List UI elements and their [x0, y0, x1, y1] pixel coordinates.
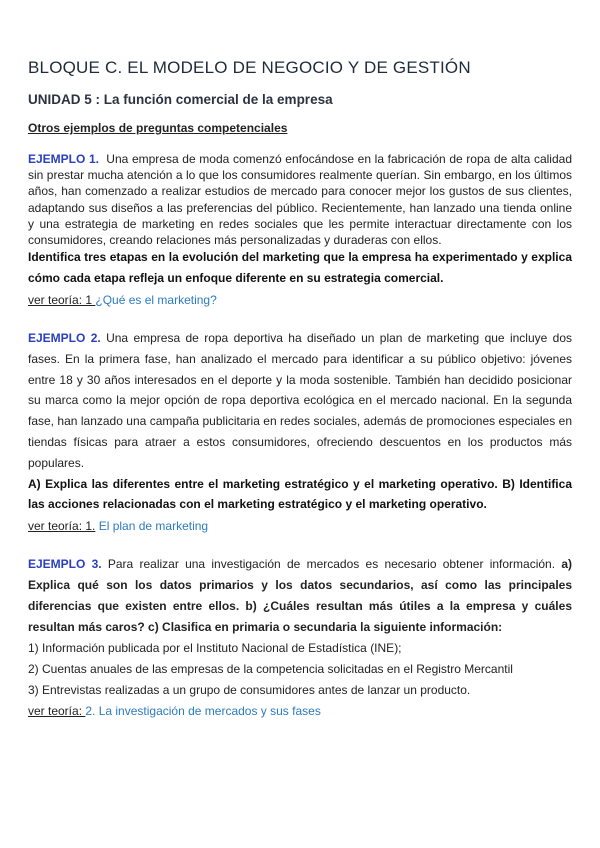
- example-3-question: a) Explica qué son los datos primarios y los datos secundarios, así como las principales diferencias que existen entre ellos. b) ¿Cuáles resultan más útiles a la empresa y cuáles resultan más caros? c) Clasifica en primaria o secundaria la siguiente información:: [28, 557, 572, 634]
- example-1-statement: [28, 151, 572, 248]
- example-3-theory-ref[interactable]: [28, 701, 572, 722]
- example-1-text: Una empresa de moda comenzó enfocándose en la fabricación de ropa de alta calidad sin prestar mucha atención a lo que los consumidores realmente querían. Sin embargo, en los últimos años, han comenzado a realizar estudios de mercado para conocer mejor los gustos de sus clientes, adaptando sus diseños a las preferencias del público. Recientemente, han lanzado una tienda online y una estrategia de marketing en redes sociales que les permite interactuar directamente con los consumidores, creando relaciones más personalizadas y duraderas con ellos.: [28, 152, 572, 248]
- example-3-statement: [28, 554, 572, 638]
- theory-link[interactable]: El plan de marketing: [95, 519, 209, 534]
- example-2-question: A) Explica las diferentes entre el marketing estratégico y el marketing operativo. B) Identifica las acciones relacionadas con el marketing estratégico y el marketing operativo.: [28, 476, 572, 512]
- example-2-statement: [28, 328, 572, 474]
- theory-ref-prefix: ver teoría: 1.: [28, 519, 96, 534]
- example-3: [28, 554, 572, 722]
- example-3-text: Para realizar una investigación de mercados es necesario obtener información.: [107, 557, 556, 571]
- example-2-theory-ref[interactable]: [28, 516, 572, 536]
- example-1-question: Identifica tres etapas en la evolución del marketing que la empresa ha experimentado y explica cómo cada etapa refleja un enfoque diferente en su estrategia comercial.: [28, 250, 572, 286]
- example-2: [28, 328, 572, 536]
- theory-link[interactable]: 2. La investigación de mercados y sus fases: [85, 704, 321, 718]
- unit-title: UNIDAD 5 : La función comercial de la empresa: [28, 92, 333, 107]
- theory-ref-prefix: ver teoría: 1: [28, 293, 96, 308]
- theory-link[interactable]: ¿Qué es el marketing?: [95, 293, 217, 308]
- example-3-label: EJEMPLO 3.: [28, 557, 102, 571]
- example-1-theory-ref[interactable]: [28, 292, 572, 308]
- list-item: 2) Cuentas anuales de las empresas de la competencia solicitadas en el Registro Mercantil: [28, 662, 513, 676]
- block-title: BLOQUE C. EL MODELO DE NEGOCIO Y DE GESTIÓN: [28, 58, 471, 77]
- example-1-label: EJEMPLO 1.: [28, 152, 99, 166]
- example-1: [28, 151, 572, 308]
- theory-ref-prefix: ver teoría:: [28, 704, 86, 718]
- section-subheading: Otros ejemplos de preguntas competenciales: [28, 121, 288, 135]
- example-2-label: EJEMPLO 2.: [28, 331, 101, 345]
- list-item: 1) Información publicada por el Instituto Nacional de Estadística (INE);: [28, 641, 402, 655]
- list-item: 3) Entrevistas realizadas a un grupo de consumidores antes de lanzar un producto.: [28, 683, 471, 697]
- example-2-text: Una empresa de ropa deportiva ha diseñado un plan de marketing que incluye dos fases. En la primera fase, han analizado el mercado para identificar a su público objetivo: jóvenes entre 18 y 30 años interesados en el deporte y la moda sostenible. También han decidido posicionar su marca como la mejor opción de ropa deportiva ecológica en el mercado nacional. En la segunda fase, han lanzado una campaña publicitaria en redes sociales, además de promociones especiales en tiendas físicas para atraer a estos consumidores, ofreciendo descuentos en los productos más populares.: [28, 331, 572, 470]
